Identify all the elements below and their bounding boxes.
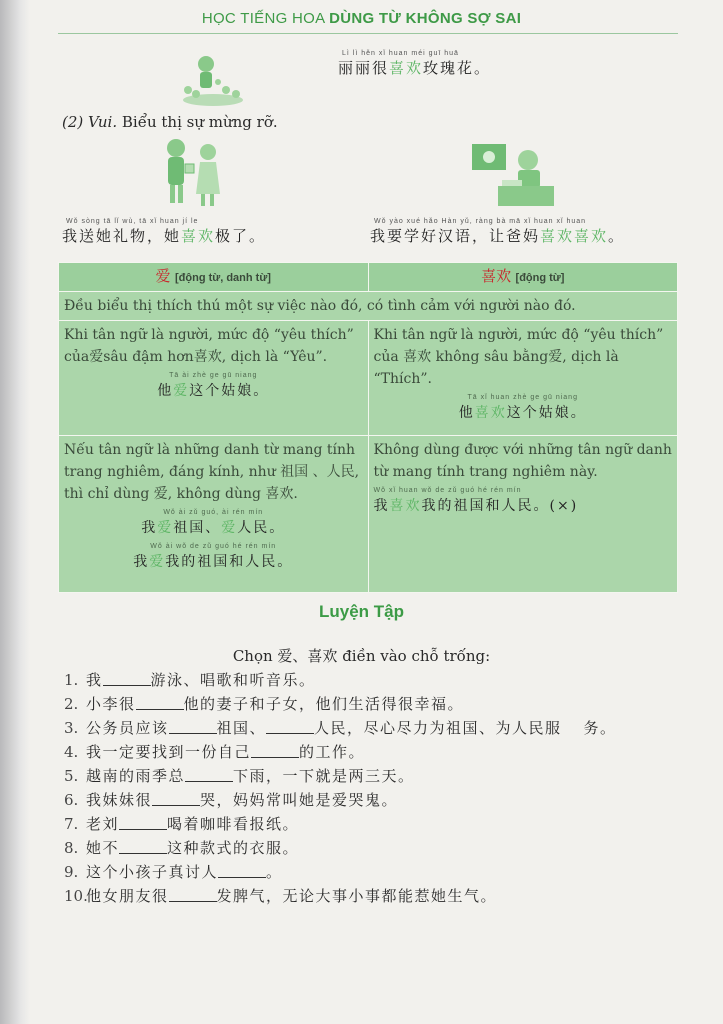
text-part: 我要学好汉语，让爸妈 [370, 227, 541, 245]
list-item [64, 836, 684, 860]
text-part: 老刘 [86, 815, 120, 833]
highlight-word: 喜欢喜欢 [540, 227, 609, 245]
example-pinyin: Wǒ ài zǔ guó, ài rén mín [163, 509, 264, 516]
list-item [64, 884, 684, 908]
item-text [86, 860, 283, 884]
page-edge-shadow [0, 0, 30, 1024]
item-text [86, 716, 562, 740]
item-text [86, 884, 497, 908]
header-title-bold: DÙNG TỪ KHÔNG SỢ SAI [329, 10, 522, 27]
page-header [0, 10, 723, 27]
left-example-sentence [62, 218, 266, 246]
text-part: 的工作。 [299, 743, 366, 761]
answer-blank[interactable] [169, 719, 217, 734]
answer-blank[interactable] [119, 839, 167, 854]
item-number: 7. [64, 815, 79, 833]
text-part: 我 [133, 554, 150, 570]
text-part: 玫瑰花。 [423, 59, 492, 77]
text-part: 。 [266, 863, 283, 881]
common-meaning: Đều biểu thị thích thú một sự việc nào đó, có tình cảm với người nào đó. [59, 292, 678, 321]
item-number: 1. [64, 671, 79, 689]
text-part: 她不 [86, 839, 120, 857]
example-text [374, 498, 579, 514]
highlight-word: 爱 [149, 554, 166, 570]
row1-right-example [374, 394, 673, 424]
answer-blank[interactable] [119, 815, 167, 830]
row1-left-text: Khi tân ngữ là người, mức độ “yêu thích” của爱sâu đậm hơn喜欢, dịch là “Yêu”. [64, 327, 354, 365]
example-pinyin: Wǒ xǐ huan wǒ de zǔ guó hé rén mín [373, 487, 522, 494]
item-text [86, 788, 398, 812]
gift-illustration [158, 136, 228, 208]
text-part: 人民。 [237, 520, 286, 536]
item-number: 3. [64, 719, 79, 737]
answer-blank[interactable] [266, 719, 314, 734]
item-text [86, 764, 415, 788]
item-text [86, 812, 299, 836]
flowers-illustration [178, 52, 248, 108]
list-item [64, 860, 684, 884]
col-ai-pos: [động từ, danh từ] [175, 272, 271, 284]
text-part: 祖国、 [216, 719, 267, 737]
row1-right-cell [368, 321, 678, 436]
text-part: 公务员应该 [86, 719, 169, 737]
text-part: 这种款式的衣服。 [167, 839, 300, 857]
item-number: 9. [64, 863, 79, 881]
answer-blank[interactable] [169, 887, 217, 902]
right-example-text [370, 227, 625, 245]
list-item [64, 692, 684, 716]
item-text [86, 836, 299, 860]
list-item [64, 740, 684, 764]
answer-blank[interactable] [251, 743, 299, 758]
right-example-sentence [370, 218, 625, 246]
text-part: 发脾气，无论大事小事都能惹她生气。 [216, 887, 498, 905]
item-number: 8. [64, 839, 79, 857]
left-example-pinyin: Wǒ sòng tā lǐ wù, tā xǐ huan jí le [66, 218, 199, 225]
text-part: 。 [608, 227, 626, 245]
text-part: 他 [458, 405, 475, 421]
col-xihuan-pos: [động từ] [515, 272, 565, 284]
list-item [64, 788, 684, 812]
section-2-heading [62, 113, 278, 131]
item-number: 6. [64, 791, 79, 809]
text-continuation: 务。 [583, 719, 617, 737]
col-xihuan-header [368, 263, 678, 292]
text-part: 人民，尽心尽力为祖国、为人民服 [314, 719, 562, 737]
example-pinyin: Tā ài zhè ge gū niang [169, 372, 258, 379]
text-part: 丽丽很 [338, 59, 390, 77]
answer-blank[interactable] [152, 791, 200, 806]
header-title-light: HỌC TIẾNG HOA [201, 10, 325, 27]
top-example-text [338, 59, 491, 77]
row2-left-example-2 [64, 543, 363, 573]
answer-blank[interactable] [103, 671, 151, 686]
text-part: 我一定要找到一份自己 [86, 743, 252, 761]
row2-right-cell [368, 436, 678, 593]
exercise-list [64, 668, 684, 908]
text-part: 极了。 [215, 227, 267, 245]
practice-instruction: Chọn 爱、喜欢 điền vào chỗ trống: [232, 647, 491, 665]
highlight-word: 喜欢 [389, 498, 422, 514]
col-xihuan-word: 喜欢 [481, 267, 512, 285]
row1-left-cell [59, 321, 369, 436]
example-pinyin: Tā xǐ huan zhè ge gū niang [467, 394, 578, 401]
text-part: 我的祖国和人民。(×) [421, 498, 579, 514]
text-part: 我 [373, 498, 390, 514]
example-text [157, 383, 269, 399]
item-number: 10. [64, 887, 88, 905]
row1-left-example [64, 372, 363, 402]
practice-title: Luyện Tập [318, 602, 404, 621]
text-part: 这个小孩子真讨人 [86, 863, 219, 881]
text-part: 祖国、 [173, 520, 222, 536]
top-example-pinyin: Lì lì hěn xǐ huan méi guī huā [342, 50, 459, 57]
text-part: 越南的雨季总 [86, 767, 186, 785]
highlight-word: 爱 [157, 520, 174, 536]
col-ai-header [59, 263, 369, 292]
list-item [64, 764, 684, 788]
table-row [59, 436, 678, 593]
item-number: 5. [64, 767, 79, 785]
text-part: 我 [86, 671, 103, 689]
item-text [86, 740, 365, 764]
table-row [59, 292, 678, 321]
answer-blank[interactable] [136, 695, 184, 710]
row2-left-cell [59, 436, 369, 593]
left-example-text [62, 227, 266, 245]
row2-right-example [374, 487, 673, 517]
row2-right-text: Không dùng được với những tân ngữ danh từ mang tính trang nghiêm này. [373, 442, 672, 480]
list-item [64, 668, 684, 692]
highlight-word: 喜欢 [474, 405, 507, 421]
comparison-table [58, 262, 678, 593]
table-row [59, 321, 678, 436]
text-part: 下雨，一下就是两三天。 [233, 767, 415, 785]
item-number: 4. [64, 743, 79, 761]
row2-left-example-1 [64, 509, 363, 539]
text-part: 他女朋友很 [86, 887, 169, 905]
row1-right-text: Khi tân ngữ là người, mức độ “yêu thích” của 喜欢 không sâu bằng爱, dịch là “Thích”. [373, 327, 664, 387]
text-part: 游泳、唱歌和听音乐。 [150, 671, 316, 689]
example-text [459, 405, 587, 421]
text-part: 这个姑娘。 [189, 383, 270, 399]
top-example-sentence [338, 50, 491, 78]
example-text [141, 520, 285, 536]
text-part: 我 [141, 520, 158, 536]
highlight-word: 喜欢 [389, 59, 424, 77]
answer-blank[interactable] [185, 767, 233, 782]
right-example-pinyin: Wǒ yào xué hǎo Hàn yǔ, ràng bà mā xǐ huan xǐ huan [374, 218, 587, 225]
example-pinyin: Wǒ ài wǒ de zǔ guó hé rén mín [150, 543, 277, 550]
highlight-word: 喜欢 [181, 227, 216, 245]
text-part: 喝着咖啡看报纸。 [167, 815, 300, 833]
text-part: 我妹妹很 [86, 791, 153, 809]
highlight-word: 爱 [221, 520, 238, 536]
highlight-word: 爱 [173, 383, 190, 399]
text-part: 他的妻子和子女，他们生活得很幸福。 [183, 695, 465, 713]
text-part: 小李很 [86, 695, 136, 713]
text-part: 他 [157, 383, 174, 399]
table-header-row [59, 263, 678, 292]
study-illustration [468, 140, 558, 210]
text-part: 我的祖国和人民。 [165, 554, 294, 570]
text-part: 这个姑娘。 [506, 405, 587, 421]
section-2-label: (2) Vui. [62, 113, 118, 131]
list-item [64, 812, 684, 836]
answer-blank[interactable] [218, 863, 266, 878]
item-number: 2. [64, 695, 79, 713]
item-text [86, 692, 464, 716]
row2-left-text: Nếu tân ngữ là những danh từ mang tính trang nghiêm, đáng kính, như 祖国 、人民, thì chỉ dùng 爱, không dùng 喜欢. [64, 442, 360, 502]
section-2-text: Biểu thị sự mừng rỡ. [121, 113, 278, 131]
header-rule [58, 33, 678, 34]
item-text [86, 668, 316, 692]
text-part: 哭，妈妈常叫她是爱哭鬼。 [200, 791, 399, 809]
example-text [133, 554, 293, 570]
text-part: 我送她礼物，她 [62, 227, 182, 245]
list-item [64, 716, 684, 740]
col-ai-word: 爱 [155, 267, 171, 285]
